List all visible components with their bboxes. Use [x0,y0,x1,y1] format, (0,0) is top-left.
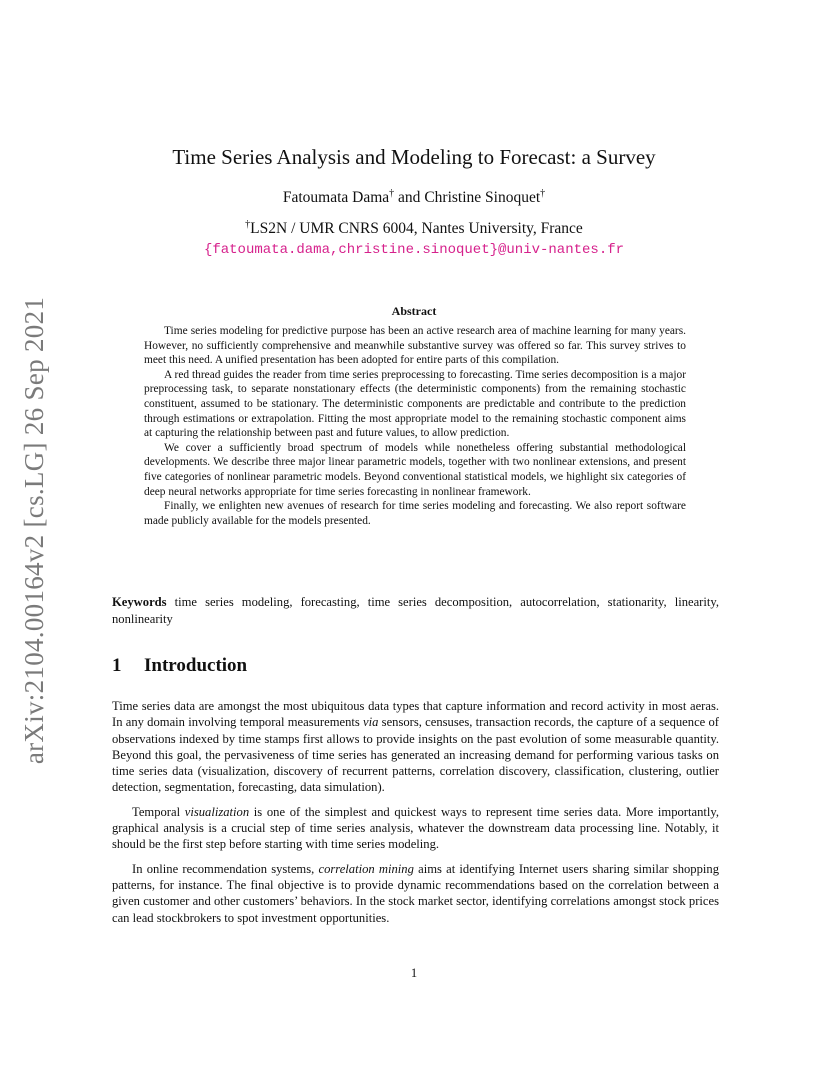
body-text: sensors, censuses, transaction records, the capture of a sequence of observations indexed by time stamps first allows to provide insights on the past evolution of some measurable quantity. Beyond this goal, the pervasiveness of time series has generated an increasing demand for performing various tasks on time series data (visualization, discovery of recurrent patterns, correlation discovery, classification, clustering, outlier detection, segmentation, forecasting, data simulation). [112,715,719,795]
section-body [112,698,719,934]
abstract-paragraph: A red thread guides the reader from time series preprocessing to forecasting. Time series decomposition is a major preprocessing task, to separate nonstationary effects (the deterministic components) from the remaining stochastic constituent, assumed to be stationary. The deterministic components are predictable and contribute to the prediction through estimations or extrapolation. Fitting the most appropriate model to the remaining stochastic component aims at capturing the relationship between past and future values, to allow prediction. [144,368,686,440]
page-number: 1 [410,966,418,980]
section-heading [112,655,247,677]
author-name: Christine Sinoquet [424,189,541,206]
abstract-paragraph: Finally, we enlighten new avenues of research for time series modeling and forecasting. We also report software made publicly available for the models presented. [144,500,686,527]
affiliation-mark: † [540,187,546,199]
body-text: is one of the simplest and quickest ways to represent time series data. More importantly, graphical analysis is a crucial step of time series analysis, whatever the downstream data processing line. Notably, it should be the first step before starting with time series modeling. [112,804,720,852]
paper-title: Time Series Analysis and Modeling to Forecast: a Survey [172,145,656,169]
keywords-label: Keywords [112,595,167,609]
section-title: Introduction [144,655,248,676]
body-paragraph [112,698,719,796]
body-emphasis: visualization [184,804,250,819]
body-emphasis: correlation mining [318,861,414,876]
affiliation-mark: † [389,187,395,199]
body-text: aims at identifying Internet users sharing similar shopping patterns, for instance. The final objective is to provide dynamic recommendations based on the correlation between a given customer and other customers’ behaviors. In the stock market sector, identifying correlations amongst stock prices can lead stockbrokers to spot investment opportunities. [112,861,719,925]
keywords-block [112,594,719,628]
section-number: 1 [112,655,122,676]
abstract-paragraph: Time series modeling for predictive purpose has been an active research area of machine learning for many years. However, no sufficiently comprehensive and meanwhile substantive survey was offered so far. This survey strives to meet this need. A unified presentation has been adopted for entire parts of this compilation. [144,325,686,367]
author-name: Fatoumata Dama [282,189,390,206]
body-emphasis: via [363,715,379,730]
body-text: Temporal [132,804,185,819]
author-list [0,189,828,207]
body-text: In online recommendation systems, [132,861,319,876]
author-conjunction: and [394,189,425,206]
abstract-body [144,324,686,528]
email-addresses[interactable]: {fatoumata.dama,christine.sinoquet}@univ-nantes.fr [203,242,625,258]
arxiv-identifier-text: arXiv:2104.00164v2 [cs.LG] 26 Sep 2021 [19,296,50,764]
abstract-paragraph: We cover a sufficiently broad spectrum of models while nonetheless offering substantial methodological developments. We describe three major linear parametric models, together with two nonlinear extensions, and present five categories of nonlinear parametric models. Beyond conventional statistical models, we highlight six categories of deep neural networks appropriate for time series forecasting in nonlinear framework. [144,441,686,498]
affiliation-mark: † [245,218,251,230]
affiliation [0,220,828,238]
body-paragraph [112,861,719,926]
arxiv-identifier-stamp [10,296,60,764]
keywords-text: time series modeling, forecasting, time series decomposition, autocorrelation, stationarity, linearity, nonlinearity [112,595,719,626]
abstract-heading: Abstract [391,304,437,318]
body-text: Time series data are amongst the most ubiquitous data types that capture information and record activity in most aeras. In any domain involving temporal measurements [112,699,719,730]
affiliation-text: LS2N / UMR CNRS 6004, Nantes University, France [250,220,583,237]
body-paragraph [112,804,719,853]
